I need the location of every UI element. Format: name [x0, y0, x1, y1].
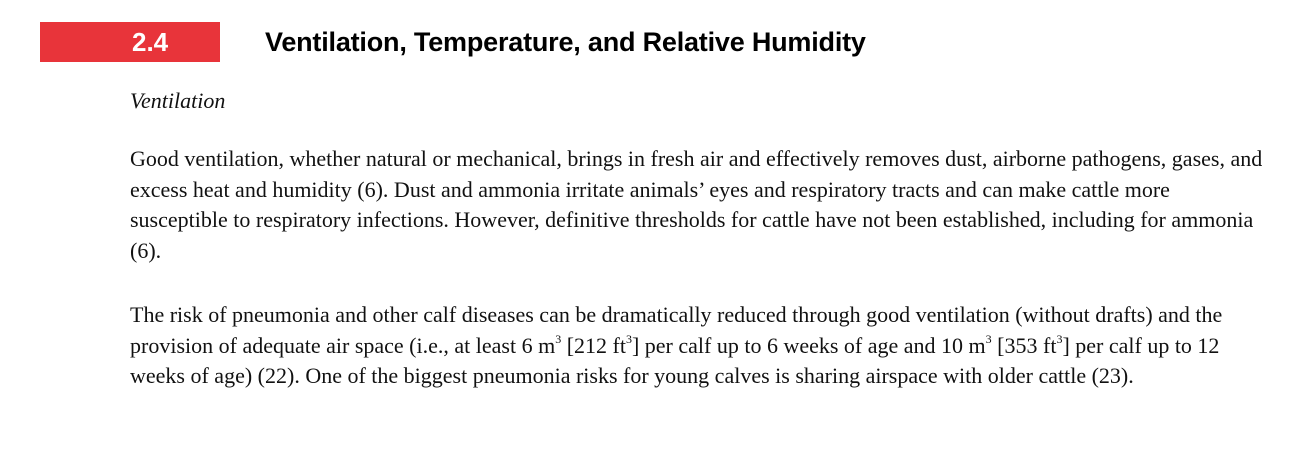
section-title: Ventilation, Temperature, and Relative Humidity	[265, 27, 866, 57]
section-number-badge	[40, 22, 220, 62]
text-run: [212 ft	[561, 332, 626, 358]
section-header	[0, 0, 1300, 70]
subheading-ventilation: Ventilation	[130, 88, 226, 113]
text-run: ] per calf up to 12 weeks of age) (22). One of the biggest pneumonia risks for young calves is sharing airspace with older cattle (23).	[130, 332, 1220, 388]
section-number: 2.4	[132, 27, 169, 57]
text-run: The risk of pneumonia and other calf diseases can be dramatically reduced through good ventilation (without drafts) and the provision of adequate air space (i.e., at least 6 m	[130, 302, 1223, 358]
text-run: ] per calf up to 6 weeks of age and 10 m	[631, 332, 986, 358]
paragraph-ventilation-overview: Good ventilation, whether natural or mechanical, brings in fresh air and effectively removes dust, airborne pathogens, gases, and excess heat and humidity (6). Dust and ammonia irritate animals’ eyes and respiratory tracts and can make cattle more susceptible to respiratory infections. However, definitive thresholds for cattle have not been established, including for ammonia (6).	[130, 146, 1263, 263]
superscript: 3	[625, 332, 632, 347]
superscript: 3	[1056, 332, 1063, 347]
superscript: 3	[555, 332, 562, 347]
superscript: 3	[985, 332, 992, 347]
text-run: [353 ft	[991, 332, 1057, 358]
paragraph-pneumonia-risk	[130, 300, 1270, 392]
